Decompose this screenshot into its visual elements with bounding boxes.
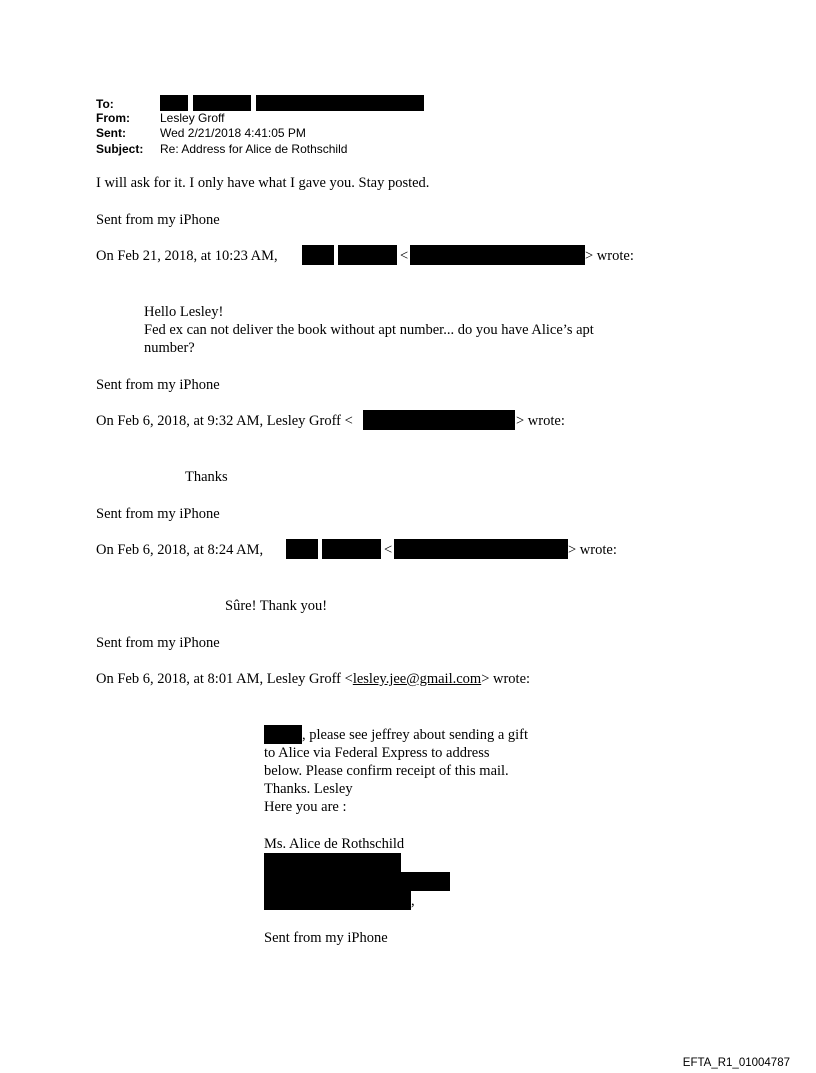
redaction-block (264, 725, 302, 744)
redaction-block (256, 95, 424, 111)
quote-header-2-suffix: > wrote: (516, 413, 565, 429)
quote-4-line: Here you are : (264, 799, 347, 815)
signature: Sent from my iPhone (96, 212, 220, 228)
quote-header-3: On Feb 6, 2018, at 8:24 AM, (96, 542, 264, 558)
quote-header-1-suffix: > wrote: (585, 248, 634, 264)
quote-header-3-suffix: > wrote: (568, 542, 617, 558)
document-id: EFTA_R1_01004787 (682, 1057, 790, 1069)
quote-4-line: below. Please confirm receipt of this mail. (264, 763, 509, 779)
signature: Sent from my iPhone (96, 635, 220, 651)
quote-header-4 (96, 670, 530, 688)
redaction-block (394, 539, 568, 559)
quote-4-line: to Alice via Federal Express to address (264, 745, 490, 761)
redaction-block (193, 95, 251, 111)
redaction-block (302, 245, 334, 265)
quote-header-1-lt: < (400, 248, 409, 264)
from-value: Lesley Groff (160, 111, 225, 125)
sent-label: Sent: (96, 126, 126, 140)
quote-1-line: Hello Lesley! (144, 304, 224, 320)
to-label: To: (96, 97, 114, 111)
quote-header-4-prefix: On Feb 6, 2018, at 8:01 AM, Lesley Groff < (96, 671, 353, 687)
quote-4-line: Thanks. Lesley (264, 781, 353, 797)
redaction-block (286, 539, 318, 559)
quote-1-line: Fed ex can not deliver the book without apt number... do you have Alice’s apt (144, 322, 594, 338)
signature: Sent from my iPhone (264, 930, 388, 946)
address-name: Ms. Alice de Rothschild (264, 836, 405, 852)
quote-4-line: , please see jeffrey about sending a gift (302, 727, 529, 743)
quote-header-4-suffix: > wrote: (481, 671, 531, 687)
signature: Sent from my iPhone (96, 506, 220, 522)
quote-2-body: Thanks (185, 469, 228, 485)
redaction-block (338, 245, 397, 265)
quote-3-body: Sûre! Thank you! (225, 598, 328, 614)
quote-header-1: On Feb 21, 2018, at 10:23 AM, (96, 248, 278, 264)
redaction-block (264, 891, 411, 910)
quote-header-3-lt: < (384, 542, 393, 558)
redaction-block (363, 410, 515, 430)
quote-header-2: On Feb 6, 2018, at 9:32 AM, Lesley Groff < (96, 413, 353, 429)
subject-label: Subject: (96, 142, 144, 156)
address-comma: , (411, 893, 415, 909)
subject-value: Re: Address for Alice de Rothschild (160, 142, 348, 156)
redaction-block (410, 245, 585, 265)
reply-text: I will ask for it. I only have what I gave you. Stay posted. (96, 175, 430, 191)
redaction-block (264, 872, 450, 891)
from-label: From: (96, 111, 130, 125)
quote-1-line: number? (144, 340, 195, 356)
sent-value: Wed 2/21/2018 4:41:05 PM (160, 126, 306, 140)
redaction-block (322, 539, 381, 559)
signature: Sent from my iPhone (96, 377, 220, 393)
redaction-block (264, 853, 401, 873)
redaction-block (160, 95, 188, 111)
email-link[interactable]: lesley.jee@gmail.com (352, 671, 482, 687)
